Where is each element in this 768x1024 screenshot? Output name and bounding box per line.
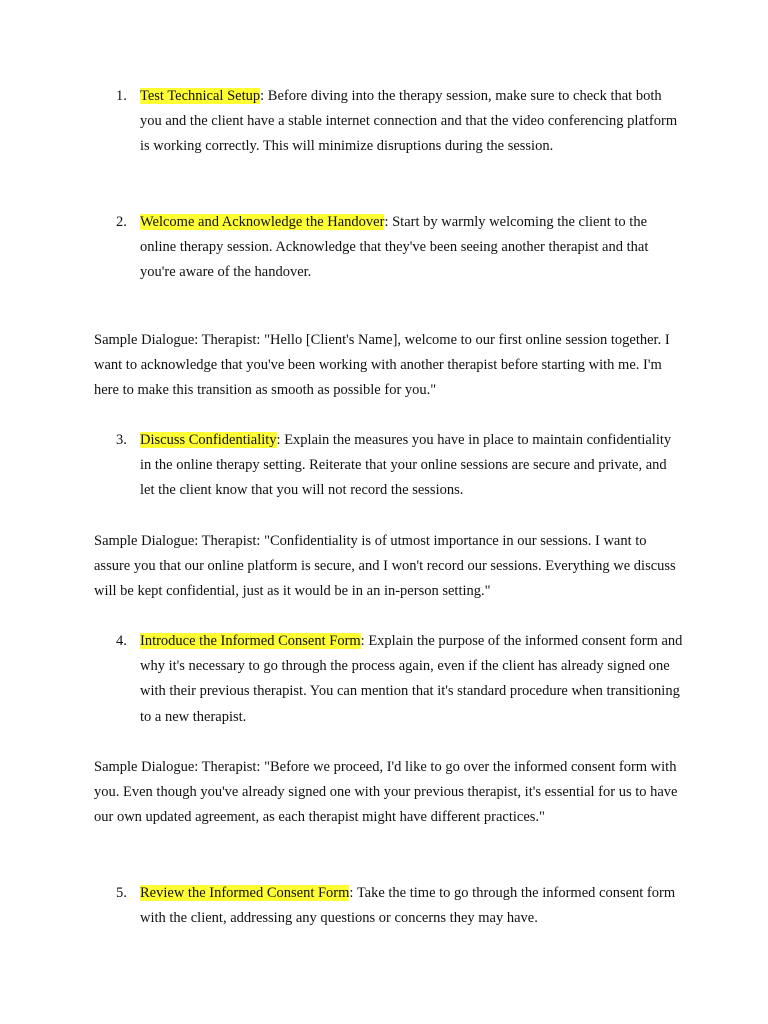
list-item-4 bbox=[94, 629, 684, 730]
list-item-2 bbox=[94, 210, 684, 286]
list-item-text: : Explain the measures you have in place to maintain confidentiality in the online therapy setting. Reiterate that your online sessions are secure and private, and let the client know that you will not record the sessions. bbox=[140, 432, 672, 499]
list-item-3 bbox=[94, 428, 684, 504]
list-item-body bbox=[140, 210, 684, 286]
highlighted-heading: Welcome and Acknowledge the Handover bbox=[140, 214, 385, 230]
sample-dialogue-3: Sample Dialogue: Therapist: "Before we proceed, I'd like to go over the informed consent form with you. Even though you've already signed one with your previous therapist, it's essential for us to have our own updated agreement, as each therapist might have different practices." bbox=[94, 759, 678, 826]
list-item-text: : Explain the purpose of the informed consent form and why it's necessary to go through the process again, even if the client has already signed one with their previous therapist. You can mention that it's standard procedure when transitioning to a new therapist. bbox=[140, 633, 683, 725]
list-item-5 bbox=[94, 881, 684, 931]
list-item-text: : Take the time to go through the informed consent form with the client, addressing any questions or concerns they may have. bbox=[140, 885, 676, 927]
highlighted-heading: Test Technical Setup bbox=[140, 88, 261, 104]
list-number: 1. bbox=[116, 88, 127, 104]
list-item-body bbox=[140, 881, 684, 931]
highlighted-heading: Introduce the Informed Consent Form bbox=[140, 633, 361, 649]
list-number: 3. bbox=[116, 432, 127, 448]
list-item-text: : Before diving into the therapy session, make sure to check that both you and the client have a stable internet connection and that the video conferencing platform is working correctly. This will minimize disruptions during the session. bbox=[140, 88, 678, 155]
sample-dialogue-2: Sample Dialogue: Therapist: "Confidentiality is of utmost importance in our sessions. I want to assure you that our online platform is secure, and I won't record our sessions. Everything we discuss will be kept confidential, just as it would be in an in-person setting." bbox=[94, 533, 676, 600]
highlighted-heading: Discuss Confidentiality bbox=[140, 432, 277, 448]
highlighted-heading: Review the Informed Consent Form bbox=[140, 885, 350, 901]
list-item-body bbox=[140, 629, 684, 730]
list-item-body bbox=[140, 84, 684, 160]
list-number: 2. bbox=[116, 214, 127, 230]
list-item-text: : Start by warmly welcoming the client to the online therapy session. Acknowledge that they've been seeing another therapist and that you're aware of the handover. bbox=[140, 214, 649, 281]
sample-dialogue-1: Sample Dialogue: Therapist: "Hello [Client's Name], welcome to our first online session together. I want to acknowledge that you've been working with another therapist before starting with me. I'm here to make this transition as smooth as possible for you." bbox=[94, 332, 670, 399]
list-item-1 bbox=[94, 84, 684, 160]
list-number: 4. bbox=[116, 633, 127, 649]
list-item-body bbox=[140, 428, 684, 504]
list-number: 5. bbox=[116, 885, 127, 901]
